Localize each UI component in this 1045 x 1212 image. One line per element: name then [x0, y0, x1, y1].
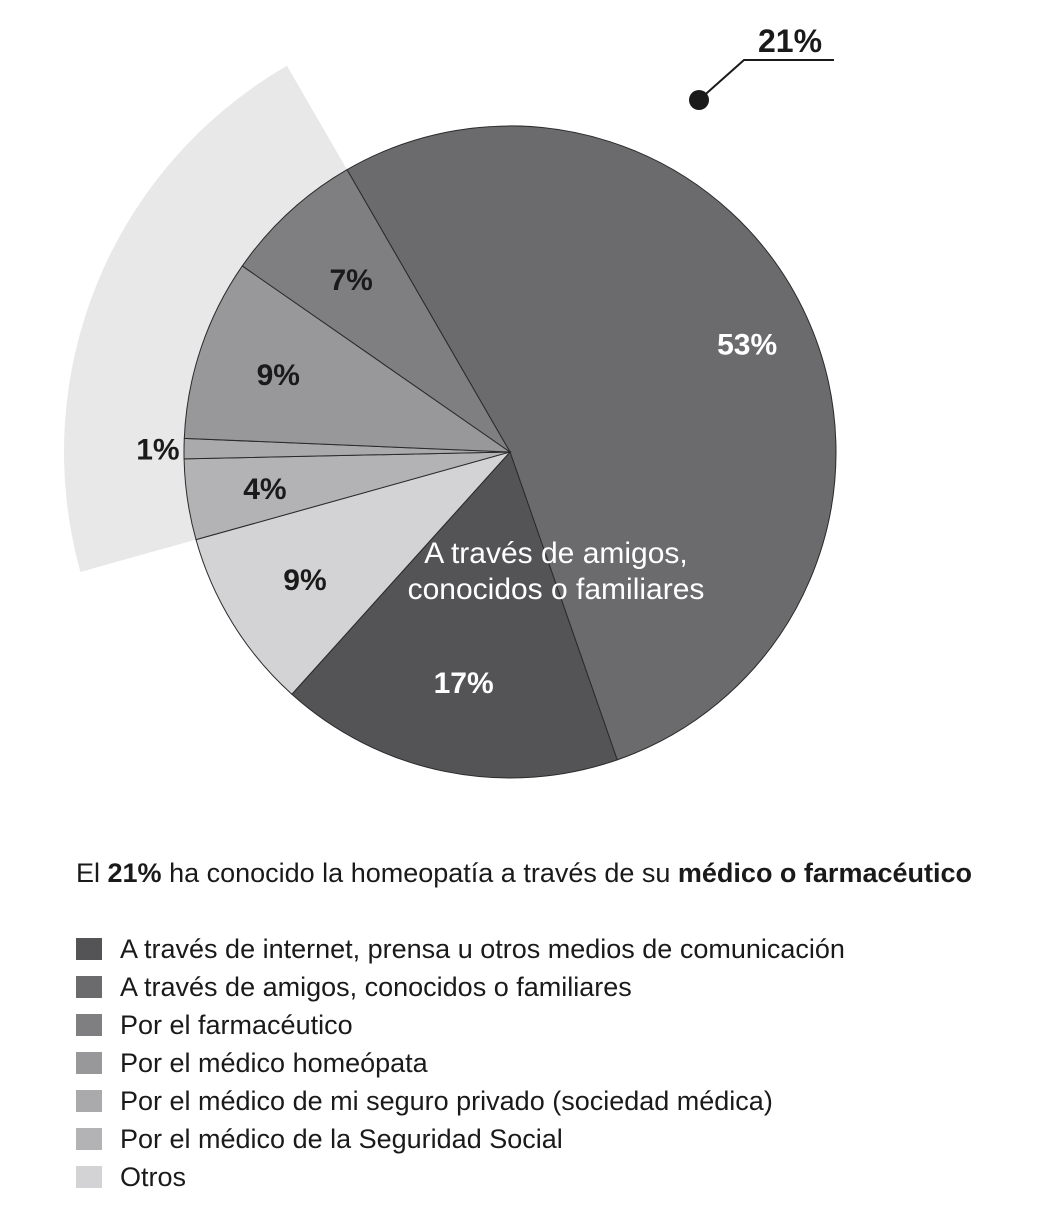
slice-pct-label: 9%: [283, 564, 327, 598]
headline-prefix: El: [76, 858, 108, 888]
legend-label: A través de internet, prensa u otros medios de comunicación: [120, 933, 845, 964]
legend-label: Por el médico de mi seguro privado (sociedad médica): [120, 1085, 773, 1116]
legend-item: [76, 1158, 845, 1196]
slice-inner-label: conocidos o familiares: [407, 573, 705, 606]
legend-item: [76, 930, 845, 968]
legend-item: [76, 1082, 845, 1120]
slice-pct-label: 9%: [256, 359, 300, 393]
headline-emph: médico o farmacéutico: [677, 858, 972, 888]
legend-label: Otros: [120, 1161, 187, 1192]
legend-item: [76, 968, 845, 1006]
legend-swatch: [76, 938, 102, 960]
slice-pct-label: 4%: [243, 473, 287, 507]
chart-headline: [76, 858, 1016, 889]
slice-pct-label: 17%: [433, 667, 494, 701]
legend-swatch: [76, 1052, 102, 1074]
callout-label: 21%: [757, 23, 823, 59]
legend-label: Por el farmacéutico: [120, 1009, 353, 1040]
legend-swatch: [76, 1014, 102, 1036]
legend-swatch: [76, 1166, 102, 1188]
legend-swatch: [76, 1090, 102, 1112]
legend-label: A través de amigos, conocidos o familiares: [120, 971, 632, 1002]
slice-inner-label: A través de amigos,: [424, 537, 688, 570]
legend-item: [76, 1120, 845, 1158]
legend: [76, 930, 845, 1196]
headline-pct: 21%: [107, 858, 162, 888]
slice-pct-label: 1%: [136, 433, 180, 467]
callout-line: [699, 60, 834, 100]
legend-label: Por el médico de la Seguridad Social: [120, 1123, 563, 1154]
slice-pct-label: 53%: [717, 328, 778, 362]
legend-swatch: [76, 976, 102, 998]
headline-middle: ha conocido la homeopatía a través de su: [161, 858, 678, 888]
legend-swatch: [76, 1128, 102, 1150]
legend-item: [76, 1044, 845, 1082]
slice-pct-label: 7%: [329, 264, 373, 298]
legend-label: Por el médico homeópata: [120, 1047, 428, 1078]
legend-item: [76, 1006, 845, 1044]
